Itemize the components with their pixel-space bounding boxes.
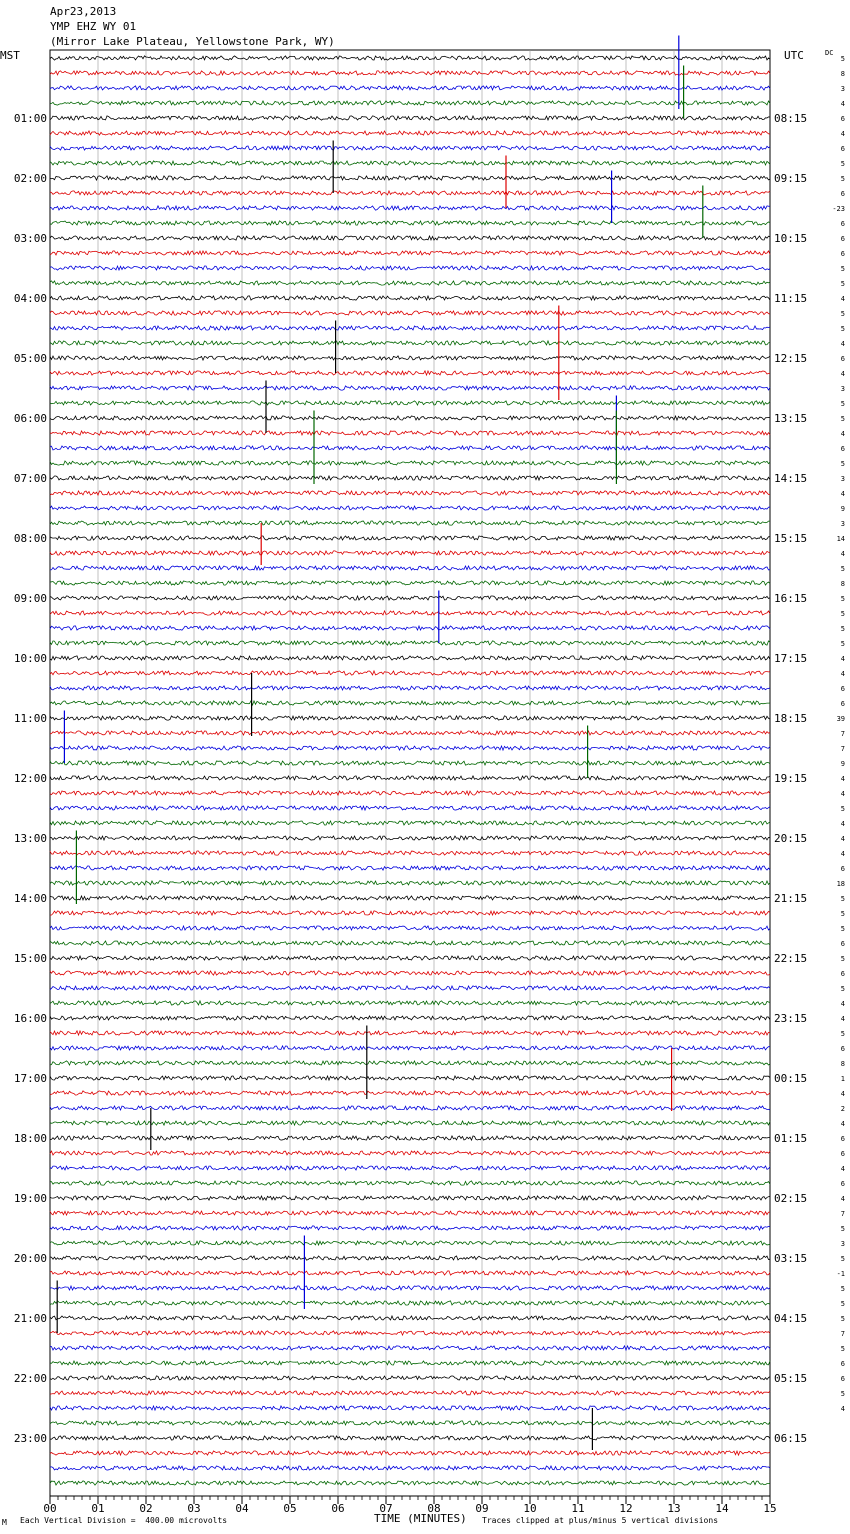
right-hour-label: 16:15	[774, 592, 808, 605]
trace-line	[50, 1466, 770, 1470]
dc-offset-label: 6	[840, 940, 845, 948]
right-hour-label: 13:15	[774, 412, 808, 425]
trace-line	[50, 476, 770, 480]
right-hour-label: 12:15	[774, 352, 808, 365]
dc-offset-label: 8	[840, 70, 845, 78]
trace-line	[50, 326, 770, 330]
left-hour-label: 06:00	[13, 412, 47, 425]
dc-offset-label: 8	[840, 580, 845, 588]
trace-line	[50, 716, 770, 720]
dc-offset-label: 5	[840, 1315, 845, 1323]
dc-offset-label: 4	[840, 790, 845, 798]
dc-offset-label: 5	[840, 160, 845, 168]
right-hour-label: 23:15	[774, 1012, 808, 1025]
dc-offset-label: 4	[840, 130, 845, 138]
scale-note: Each Vertical Division = 400.00 microvolts	[20, 1516, 228, 1525]
trace-line	[50, 581, 770, 585]
trace-line	[50, 566, 770, 570]
dc-offset-label: 7	[840, 730, 845, 738]
chart-date: Apr23,2013	[50, 5, 117, 18]
right-hour-label: 14:15	[774, 472, 808, 485]
trace-line	[50, 1136, 770, 1140]
right-hour-label: 01:15	[774, 1132, 808, 1145]
trace-line	[50, 1151, 770, 1155]
x-tick-label: 02	[139, 1502, 153, 1515]
left-hour-label: 23:00	[13, 1432, 47, 1445]
dc-offset-label: 5	[840, 280, 845, 288]
right-hour-label: 17:15	[774, 652, 808, 665]
dc-offset-label: 5	[840, 985, 845, 993]
x-tick-label: 06	[331, 1502, 345, 1515]
dc-offset-label: 5	[840, 325, 845, 333]
left-hour-label: 09:00	[13, 592, 47, 605]
trace-line	[50, 881, 770, 885]
trace-line	[50, 1256, 770, 1260]
trace-line	[50, 836, 770, 840]
dc-offset-label: 6	[840, 220, 845, 228]
trace-line	[50, 86, 770, 90]
dc-offset-label: 5	[840, 1225, 845, 1233]
trace-line	[50, 911, 770, 915]
trace-line	[50, 491, 770, 495]
right-hour-label: 21:15	[774, 892, 808, 905]
dc-offset-label: 6	[840, 145, 845, 153]
trace-line	[50, 1406, 770, 1410]
dc-offset-label: 6	[840, 1375, 845, 1383]
left-hour-label: 07:00	[13, 472, 47, 485]
trace-line	[50, 551, 770, 555]
left-hour-label: 17:00	[13, 1072, 47, 1085]
trace-line	[50, 221, 770, 225]
trace-line	[50, 1316, 770, 1320]
dc-offset-label: 5	[840, 1345, 845, 1353]
x-tick-label: 04	[235, 1502, 249, 1515]
trace-line	[50, 116, 770, 120]
left-hour-label: 05:00	[13, 352, 47, 365]
left-hour-label: 02:00	[13, 172, 47, 185]
dc-offset-label: 6	[840, 1045, 845, 1053]
trace-line	[50, 101, 770, 105]
dc-offset-label: 5	[840, 415, 845, 423]
dc-offset-label: 5	[840, 895, 845, 903]
dc-offset-label: 4	[840, 550, 845, 558]
trace-line	[50, 746, 770, 750]
dc-offset-label: 7	[840, 1330, 845, 1338]
right-hour-label: 03:15	[774, 1252, 808, 1265]
dc-offset-label: 6	[840, 1360, 845, 1368]
right-hour-label: 19:15	[774, 772, 808, 785]
trace-line	[50, 626, 770, 630]
trace-line	[50, 986, 770, 990]
trace-line	[50, 1046, 770, 1050]
left-hour-label: 18:00	[13, 1132, 47, 1145]
left-hour-label: 19:00	[13, 1192, 47, 1205]
trace-line	[50, 1196, 770, 1200]
dc-offset-label: 4	[840, 295, 845, 303]
dc-offset-label: 14	[836, 535, 845, 543]
dc-offset-label: 3	[840, 1240, 845, 1248]
trace-line	[50, 161, 770, 165]
dc-offset-label: 5	[840, 925, 845, 933]
trace-line	[50, 506, 770, 510]
dc-offset-label: 4	[840, 1015, 845, 1023]
x-tick-label: 09	[475, 1502, 489, 1515]
trace-line	[50, 536, 770, 540]
right-hour-label: 10:15	[774, 232, 808, 245]
left-hour-label: 20:00	[13, 1252, 47, 1265]
x-tick-label: 15	[763, 1502, 777, 1515]
trace-line	[50, 416, 770, 420]
trace-line	[50, 1031, 770, 1035]
trace-line	[50, 206, 770, 210]
trace-line	[50, 896, 770, 900]
trace-line	[50, 1241, 770, 1245]
trace-line	[50, 311, 770, 315]
trace-line	[50, 1271, 770, 1275]
dc-offset-label: 6	[840, 970, 845, 978]
dc-offset-label: 5	[840, 175, 845, 183]
trace-line	[50, 926, 770, 930]
x-tick-label: 12	[619, 1502, 633, 1515]
dc-offset-label: 5	[840, 310, 845, 318]
right-hour-label: 02:15	[774, 1192, 808, 1205]
right-timezone-label: UTC	[784, 49, 804, 62]
dc-offset-label: -1	[836, 1270, 845, 1278]
right-hour-label: 08:15	[774, 112, 808, 125]
right-hour-label: 06:15	[774, 1432, 808, 1445]
right-hour-label: 00:15	[774, 1072, 808, 1085]
dc-offset-label: 4	[840, 775, 845, 783]
trace-line	[50, 761, 770, 765]
dc-offset-label: 6	[840, 190, 845, 198]
left-hour-label: 16:00	[13, 1012, 47, 1025]
dc-offset-label: 6	[840, 1180, 845, 1188]
x-tick-label: 07	[379, 1502, 393, 1515]
trace-line	[50, 1421, 770, 1425]
trace-line	[50, 776, 770, 780]
trace-line	[50, 1436, 770, 1440]
trace-line	[50, 131, 770, 135]
trace-line	[50, 1181, 770, 1185]
x-tick-label: 05	[283, 1502, 297, 1515]
trace-line	[50, 851, 770, 855]
right-hour-label: 04:15	[774, 1312, 808, 1325]
dc-offset-label: 7	[840, 745, 845, 753]
trace-line	[50, 191, 770, 195]
left-hour-label: 10:00	[13, 652, 47, 665]
trace-line	[50, 296, 770, 300]
trace-line	[50, 386, 770, 390]
left-hour-label: 12:00	[13, 772, 47, 785]
chart-title: YMP EHZ WY 01	[50, 20, 137, 33]
dc-offset-label: 5	[840, 805, 845, 813]
trace-line	[50, 236, 770, 240]
right-hour-label: 05:15	[774, 1372, 808, 1385]
trace-line	[50, 1061, 770, 1065]
trace-line	[50, 401, 770, 405]
dc-offset-label: 6	[840, 700, 845, 708]
x-tick-label: 00	[43, 1502, 57, 1515]
trace-line	[50, 821, 770, 825]
trace-line	[50, 1331, 770, 1335]
dc-offset-label: 4	[840, 1405, 845, 1413]
trace-line	[50, 1376, 770, 1380]
trace-line	[50, 1001, 770, 1005]
left-timezone-label: MST	[0, 49, 20, 62]
trace-line	[50, 1226, 770, 1230]
trace-line	[50, 341, 770, 345]
dc-offset-label: 6	[840, 865, 845, 873]
trace-line	[50, 281, 770, 285]
dc-offset-label: 5	[840, 565, 845, 573]
dc-offset-label: 4	[840, 490, 845, 498]
right-hour-label: 11:15	[774, 292, 808, 305]
x-tick-label: 13	[667, 1502, 681, 1515]
trace-line	[50, 146, 770, 150]
dc-header-label: DC	[825, 49, 834, 57]
left-hour-label: 21:00	[13, 1312, 47, 1325]
right-hour-label: 18:15	[774, 712, 808, 725]
right-hour-label: 20:15	[774, 832, 808, 845]
clip-note: Traces clipped at plus/minus 5 vertical divisions	[482, 1516, 719, 1525]
dc-offset-label: 4	[840, 835, 845, 843]
trace-line	[50, 611, 770, 615]
x-tick-label: 01	[91, 1502, 105, 1515]
trace-line	[50, 956, 770, 960]
chart-location: (Mirror Lake Plateau, Yellowstone Park, WY)	[50, 35, 335, 48]
dc-offset-label: 4	[840, 1000, 845, 1008]
left-hour-label: 01:00	[13, 112, 47, 125]
trace-line	[50, 791, 770, 795]
dc-offset-label: 8	[840, 1060, 845, 1068]
dc-offset-label: 3	[840, 85, 845, 93]
dc-offset-label: 5	[840, 1255, 845, 1263]
trace-line	[50, 1301, 770, 1305]
dc-offset-label: 9	[840, 505, 845, 513]
dc-offset-label: 5	[840, 460, 845, 468]
corner-mark: M	[2, 1518, 7, 1527]
dc-offset-label: 4	[840, 850, 845, 858]
trace-line	[50, 641, 770, 645]
trace-line	[50, 1391, 770, 1395]
dc-offset-label: 6	[840, 250, 845, 258]
trace-line	[50, 176, 770, 180]
dc-offset-label: 5	[840, 595, 845, 603]
dc-offset-label: 4	[840, 1120, 845, 1128]
dc-offset-label: 3	[840, 520, 845, 528]
trace-line	[50, 446, 770, 450]
x-tick-label: 11	[571, 1502, 585, 1515]
left-hour-label: 11:00	[13, 712, 47, 725]
right-hour-label: 09:15	[774, 172, 808, 185]
trace-line	[50, 941, 770, 945]
dc-offset-label: 4	[840, 1195, 845, 1203]
dc-offset-label: 5	[840, 610, 845, 618]
trace-line	[50, 1106, 770, 1110]
x-tick-label: 14	[715, 1502, 729, 1515]
trace-line	[50, 521, 770, 525]
trace-line	[50, 71, 770, 75]
dc-offset-label: 3	[840, 385, 845, 393]
left-hour-label: 03:00	[13, 232, 47, 245]
dc-offset-label: 4	[840, 370, 845, 378]
trace-line	[50, 1481, 770, 1485]
dc-offset-label: 4	[840, 670, 845, 678]
dc-offset-label: 5	[840, 1300, 845, 1308]
dc-offset-label: 5	[840, 1390, 845, 1398]
dc-offset-label: 6	[840, 115, 845, 123]
trace-line	[50, 56, 770, 60]
dc-offset-label: 4	[840, 430, 845, 438]
dc-offset-label: 6	[840, 1135, 845, 1143]
dc-offset-label: 5	[840, 400, 845, 408]
trace-line	[50, 1091, 770, 1095]
dc-offset-label: 5	[840, 625, 845, 633]
dc-offset-label: 5	[840, 640, 845, 648]
dc-offset-label: 5	[840, 910, 845, 918]
left-hour-label: 13:00	[13, 832, 47, 845]
x-tick-label: 10	[523, 1502, 537, 1515]
dc-offset-label: 2	[840, 1105, 845, 1113]
trace-line	[50, 686, 770, 690]
trace-line	[50, 1166, 770, 1170]
trace-line	[50, 461, 770, 465]
right-hour-label: 15:15	[774, 532, 808, 545]
dc-offset-label: 6	[840, 355, 845, 363]
left-hour-label: 22:00	[13, 1372, 47, 1385]
trace-line	[50, 1211, 770, 1215]
trace-line	[50, 1346, 770, 1350]
dc-offset-label: 4	[840, 1090, 845, 1098]
trace-line	[50, 1361, 770, 1365]
trace-line	[50, 431, 770, 435]
dc-offset-label: 7	[840, 1210, 845, 1218]
x-tick-label: 03	[187, 1502, 201, 1515]
trace-line	[50, 1016, 770, 1020]
trace-line	[50, 866, 770, 870]
dc-offset-label: 5	[840, 55, 845, 63]
x-tick-label: 08	[427, 1502, 441, 1515]
x-axis-title: TIME (MINUTES)	[374, 1512, 467, 1525]
trace-line	[50, 356, 770, 360]
trace-line	[50, 656, 770, 660]
trace-line	[50, 1076, 770, 1080]
dc-offset-label: 5	[840, 1030, 845, 1038]
dc-offset-label: 4	[840, 655, 845, 663]
trace-line	[50, 1286, 770, 1290]
right-hour-label: 22:15	[774, 952, 808, 965]
trace-line	[50, 806, 770, 810]
trace-line	[50, 596, 770, 600]
left-hour-label: 08:00	[13, 532, 47, 545]
left-hour-label: 15:00	[13, 952, 47, 965]
dc-offset-label: 4	[840, 820, 845, 828]
left-hour-label: 04:00	[13, 292, 47, 305]
dc-offset-label: 5	[840, 955, 845, 963]
trace-line	[50, 701, 770, 705]
dc-offset-label: 4	[840, 340, 845, 348]
trace-line	[50, 971, 770, 975]
dc-offset-label: 6	[840, 685, 845, 693]
trace-line	[50, 731, 770, 735]
trace-line	[50, 1451, 770, 1455]
dc-offset-label: 4	[840, 1165, 845, 1173]
trace-line	[50, 251, 770, 255]
trace-line	[50, 371, 770, 375]
left-hour-label: 14:00	[13, 892, 47, 905]
dc-offset-label: 18	[836, 880, 845, 888]
dc-offset-label: 5	[840, 265, 845, 273]
dc-offset-label: 39	[836, 715, 845, 723]
dc-offset-label: 6	[840, 235, 845, 243]
trace-line	[50, 1121, 770, 1125]
trace-line	[50, 671, 770, 675]
dc-offset-label: 9	[840, 760, 845, 768]
dc-offset-label: 6	[840, 1150, 845, 1158]
dc-offset-label: 3	[840, 475, 845, 483]
dc-offset-label: 6	[840, 445, 845, 453]
trace-line	[50, 266, 770, 270]
dc-offset-label: 1	[840, 1075, 845, 1083]
dc-offset-label: -23	[832, 205, 845, 213]
dc-offset-label: 5	[840, 1285, 845, 1293]
dc-offset-label: 4	[840, 100, 845, 108]
